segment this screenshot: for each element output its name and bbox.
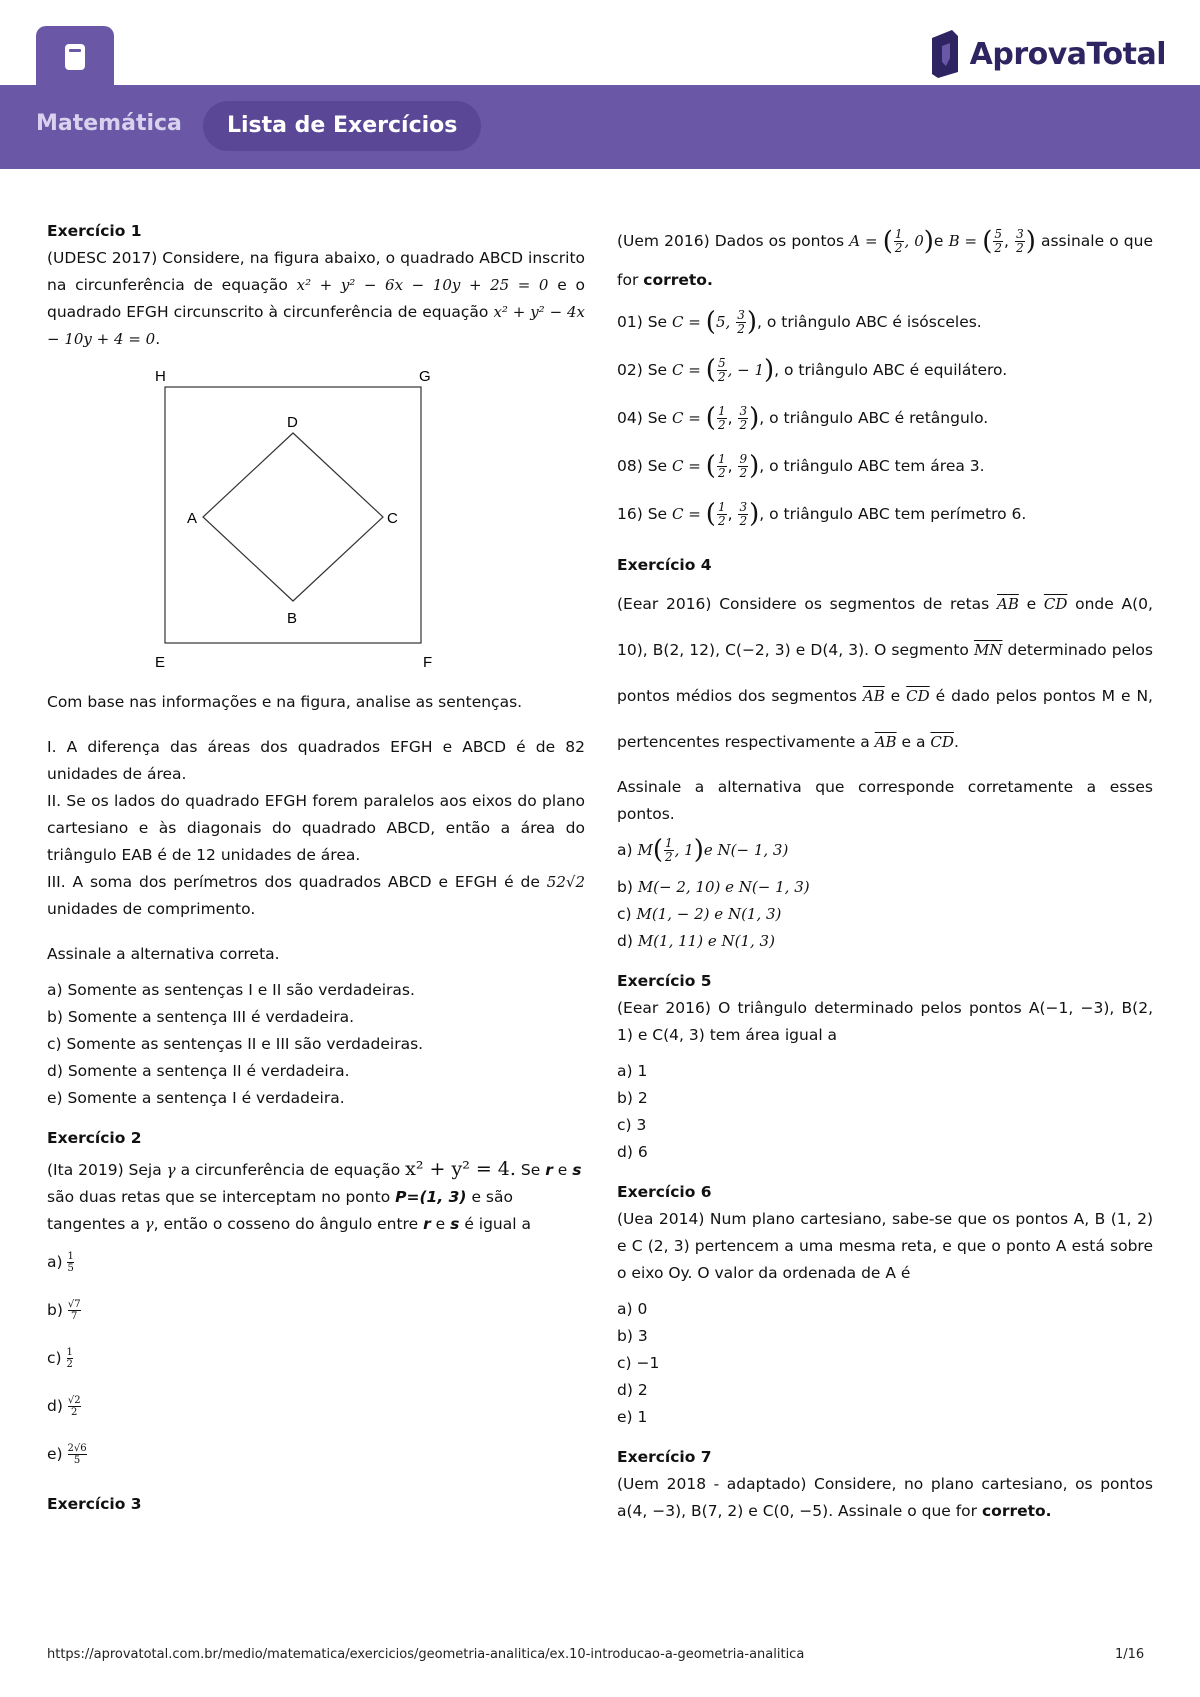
- frac-num: 1: [894, 227, 903, 241]
- ex4-text-5: pelos pontos médios dos segmentos: [617, 640, 1153, 705]
- ex1-option-e[interactable]: e) Somente a sentença I é verdadeira.: [47, 1089, 345, 1107]
- frac-num: 3: [737, 308, 745, 322]
- ex2-option-d-frac: [68, 1395, 81, 1418]
- option-n: e N(− 1, 3): [703, 841, 789, 859]
- ex1-equation-1: x² + y² − 6x − 10y + 25 = 0: [296, 276, 549, 294]
- label-e: E: [155, 654, 166, 671]
- ex3-a-rest: , 0: [904, 232, 924, 250]
- segment-ab-2: $\overline{AB}$: [862, 686, 885, 705]
- item-c: C =: [672, 361, 701, 379]
- ex2-text-3: Se: [520, 1161, 541, 1179]
- exercise-1-title: Exercício 1: [47, 222, 142, 240]
- frac-num: 1: [717, 452, 726, 466]
- frac-den: 2: [739, 466, 748, 480]
- paren-open: (: [982, 226, 993, 257]
- option-label: c): [617, 904, 632, 923]
- frac-num: 1: [67, 1250, 74, 1262]
- header-band: [0, 85, 1200, 169]
- ex3-correct-bold: correto.: [643, 270, 713, 289]
- item-a: 5,: [715, 313, 731, 331]
- paren-open: (: [882, 226, 893, 257]
- ex4-text-2: onde A(0,: [1075, 594, 1153, 613]
- ex1-s3-text: III. A soma dos perímetros dos quadrados ABCD e EFGH é de: [47, 873, 540, 891]
- ex2-option-c-label: c): [47, 1348, 62, 1367]
- ex3-b-frac-2: [1015, 228, 1025, 255]
- option-value: M(1, − 2) e N(1, 3): [636, 904, 782, 923]
- paren-close: ): [764, 355, 775, 385]
- item-frac-2: [738, 453, 748, 480]
- ex2-gamma-2: γ: [144, 1215, 154, 1233]
- footer-url[interactable]: https://aprovatotal.com.br/medio/matematica/exercicios/geometria-analitica/ex.10-introducao-a-geometria-analitica: [47, 1647, 805, 1662]
- ex6-option-b[interactable]: b) 3: [617, 1326, 648, 1345]
- frac-den: 5: [73, 1454, 81, 1466]
- ex3-item-01[interactable]: [617, 299, 1153, 347]
- frac-den: 2: [717, 418, 726, 432]
- ex3-and: e: [933, 232, 944, 250]
- exercise-4-title: Exercício 4: [617, 555, 712, 574]
- ex4-option-c[interactable]: [617, 901, 1153, 928]
- paren-close: ): [746, 307, 757, 337]
- ex2-option-d-label: d): [47, 1396, 63, 1415]
- item-frac-2: [738, 405, 748, 432]
- item-c: C =: [672, 457, 701, 475]
- item-b: , − 1: [727, 361, 764, 379]
- brand-name: AprovaTotal: [969, 36, 1166, 72]
- item-text: , o triângulo ABC é retângulo.: [759, 409, 989, 427]
- frac-den: 2: [717, 466, 726, 480]
- frac-num: √2: [67, 1394, 81, 1406]
- ex5-option-d[interactable]: d) 6: [617, 1142, 648, 1161]
- frac-den: 2: [665, 850, 673, 864]
- paren-open: (: [705, 403, 716, 433]
- segment-mn: $\overline{MN}$: [973, 640, 1003, 659]
- frac-den: 5: [67, 1262, 74, 1274]
- item-text: , o triângulo ABC é equilátero.: [774, 361, 1008, 379]
- ex5-option-a[interactable]: a) 1: [617, 1061, 648, 1080]
- ex4-text-4: determinado: [1007, 640, 1107, 659]
- brand-logo: [928, 28, 1166, 80]
- ex3-a-frac: [894, 228, 904, 255]
- item-label: 08) Se: [617, 457, 668, 475]
- frac-den: 2: [739, 418, 748, 432]
- ex1-s3-math: 52√2: [546, 873, 585, 891]
- option-label: d): [617, 931, 633, 950]
- ex2-option-a-frac: [67, 1251, 73, 1274]
- exercise-7-statement: [617, 1471, 1153, 1525]
- ex2-text-4: e: [557, 1161, 568, 1179]
- ex1-option-a[interactable]: a) Somente as sentenças I e II são verdadeiras.: [47, 981, 415, 999]
- ex2-option-d[interactable]: [47, 1382, 585, 1430]
- ex6-option-c[interactable]: c) −1: [617, 1353, 660, 1372]
- right-column: [617, 222, 1153, 1525]
- label-b: B: [287, 610, 298, 627]
- label-g: G: [419, 368, 431, 385]
- frac-num: 2√6: [67, 1442, 87, 1454]
- ex2-equation: x² + y² = 4.: [405, 1158, 516, 1180]
- ex1-intro-text: (UDESC 2017) Considere, na figura abaixo, o quadrado ABCD inscrito na circunferência de equação: [47, 249, 585, 294]
- ex4-ask: Assinale a alternativa que corresponde corretamente a esses pontos.: [617, 777, 1153, 823]
- item-label: 04) Se: [617, 409, 668, 427]
- ex1-sentence-3: [47, 869, 585, 923]
- ex4-text-7: pontos M e N, pertencentes respectivamente a: [617, 686, 1153, 751]
- label-c: C: [387, 510, 398, 527]
- ex5-option-b[interactable]: b) 2: [617, 1088, 648, 1107]
- logo-mark-icon: [928, 28, 962, 80]
- exercise-2-title: Exercício 2: [47, 1129, 142, 1147]
- frac-den: 2: [717, 370, 726, 384]
- paren-open: (: [705, 451, 716, 481]
- ex3-b-frac-1: [993, 228, 1003, 255]
- ex2-option-c[interactable]: [47, 1334, 585, 1382]
- ex1-sentence-1: I. A diferença das áreas dos quadrados EFGH e ABCD é de 82 unidades de área.: [47, 738, 585, 783]
- ex2-option-b-label: b): [47, 1300, 63, 1319]
- item-c: C =: [672, 409, 701, 427]
- item-label: 02) Se: [617, 361, 668, 379]
- option-value: M(− 2, 10) e N(− 1, 3): [637, 877, 810, 896]
- frac-den: 2: [71, 1406, 78, 1418]
- segment-ab-3: $\overline{AB}$: [874, 732, 897, 751]
- option-m: M: [637, 841, 653, 859]
- exercise-2-statement: [47, 1156, 585, 1238]
- ex1-equation-2: x² + y² − 4x − 10y + 4 = 0: [47, 303, 586, 348]
- frac-num: 3: [739, 404, 748, 418]
- ex2-s-2: s: [450, 1215, 460, 1233]
- ex4-and: e: [1026, 594, 1037, 613]
- ex6-option-a[interactable]: a) 0: [617, 1299, 648, 1318]
- frac-num: 1: [717, 404, 726, 418]
- frac-num: 5: [994, 227, 1003, 241]
- paren-close: ): [749, 403, 760, 433]
- item-frac: [717, 453, 727, 480]
- ex4-option-a[interactable]: [617, 828, 1153, 874]
- ex4-text-3: 10), B(2, 12), C(−2, 3) e D(4, 3). O segmento: [617, 640, 969, 659]
- ex3-point-a-label: A =: [849, 232, 878, 250]
- option-label: b): [617, 877, 633, 896]
- ex2-option-b[interactable]: [47, 1286, 585, 1334]
- ex4-and-2: e: [890, 686, 901, 705]
- ex4-text-1: (Eear 2016) Considere os segmentos de retas: [617, 594, 990, 613]
- ex3-item-02[interactable]: [617, 347, 1153, 395]
- item-c: C =: [672, 505, 701, 523]
- exercise-7-title: Exercício 7: [617, 1447, 712, 1466]
- paren-close: ): [1025, 226, 1036, 257]
- ex4-option-d[interactable]: [617, 928, 1153, 955]
- ex2-option-a[interactable]: [47, 1238, 585, 1286]
- label-d: D: [287, 414, 298, 431]
- exercise-1-statement: [47, 245, 585, 353]
- ex5-option-c[interactable]: c) 3: [617, 1115, 647, 1134]
- paren-close: ): [749, 451, 760, 481]
- paren-open: (: [705, 499, 716, 529]
- square-abcd: [203, 433, 383, 601]
- ex2-s: s: [572, 1161, 582, 1179]
- frac-num: 5: [717, 356, 726, 370]
- item-label: 16) Se: [617, 505, 668, 523]
- frac-num: 1: [665, 836, 673, 850]
- exercise-6-title: Exercício 6: [617, 1182, 712, 1201]
- exercise-5-title: Exercício 5: [617, 971, 712, 990]
- ex3-text-1: (Uem 2016) Dados os pontos: [617, 232, 845, 250]
- ex1-intro-end: .: [155, 330, 161, 348]
- item-frac: [717, 357, 727, 384]
- ex1-option-d[interactable]: d) Somente a sentença II é verdadeira.: [47, 1062, 350, 1080]
- label-a: A: [187, 510, 198, 527]
- ex7-text: (Uem 2018 - adaptado) Considere, no plano cartesiano, os pontos a(4, −3), B(7, 2) e C(0, −5). Assinale o que for: [617, 1474, 1153, 1520]
- exercise-3-statement: (Uem 2016) Dados os pontos A = ( $\frac{1}{2}$ , 0)e B = ( $\frac{5}{2}$ , $\frac{3}{2}$ ) assinale o que for correto.: [617, 226, 1153, 289]
- item-label: 01) Se: [617, 313, 668, 331]
- paren-open: (: [705, 355, 716, 385]
- ex2-text-8: e: [435, 1215, 446, 1233]
- ex2-option-e-label: e): [47, 1444, 63, 1463]
- ex2-text-7: , então o cosseno do ângulo entre: [153, 1215, 419, 1233]
- item-frac-2: [738, 501, 748, 528]
- item-text: , o triângulo ABC é isósceles.: [756, 313, 982, 331]
- ex1-ask: Assinale a alternativa correta.: [47, 945, 280, 963]
- frac-num: 3: [1016, 227, 1024, 241]
- ex1-sentence-2: II. Se os lados do quadrado EFGH forem paralelos aos eixos do plano cartesiano e às diagonais do quadrado ABCD, então a área do triângulo EAB é de 12 unidades de área.: [47, 792, 585, 864]
- frac-den: 7: [71, 1310, 78, 1322]
- option-frac: [664, 837, 674, 864]
- subject-label: Matemática: [36, 111, 182, 136]
- frac-den: 2: [894, 241, 903, 255]
- frac-den: 2: [66, 1358, 73, 1370]
- frac-den: 2: [717, 514, 726, 528]
- ex1-option-c[interactable]: c) Somente as sentenças II e III são verdadeiras.: [47, 1035, 424, 1053]
- segment-cd-2: $\overline{CD}$: [906, 686, 930, 705]
- paren-close: ): [693, 835, 704, 865]
- ex3-item-04[interactable]: 04) Se C = ( $\frac{1}{2}$ , $\frac{3}{2}$ ) , o triângulo ABC é retângulo.: [617, 403, 989, 433]
- frac-den: 2: [1016, 241, 1024, 255]
- paren-open: (: [652, 835, 663, 865]
- page-number: 1/16: [1115, 1647, 1145, 1662]
- label-h: H: [155, 368, 166, 385]
- item-frac: [736, 309, 746, 336]
- ex7-correct-bold: correto.: [981, 1501, 1052, 1520]
- frac-den: 2: [994, 241, 1003, 255]
- ex3-item-16[interactable]: 16) Se C = ( $\frac{1}{2}$ , $\frac{3}{2}$ ) , o triângulo ABC tem perímetro 6.: [617, 499, 1027, 529]
- ex1-base-text: Com base nas informações e na figura, analise as sentenças.: [47, 693, 523, 711]
- label-f: F: [423, 654, 433, 671]
- ex3-item-08[interactable]: 08) Se C = ( $\frac{1}{2}$ , $\frac{9}{2}$ ) , o triângulo ABC tem área 3.: [617, 451, 985, 481]
- item-frac: [717, 501, 727, 528]
- ex2-text-6: e são tangentes a: [47, 1188, 513, 1233]
- ex2-r-2: r: [423, 1215, 431, 1233]
- ex6-option-e[interactable]: e) 1: [617, 1407, 648, 1426]
- item-text: , o triângulo ABC tem perímetro 6.: [759, 505, 1027, 523]
- ex2-text-2: a circunferência de equação: [180, 1161, 401, 1179]
- ex2-text-9: é igual a: [464, 1215, 531, 1233]
- frac-num: 1: [717, 500, 726, 514]
- ex3-text-2: assinale o que for: [617, 232, 1153, 289]
- ex2-gamma: γ: [166, 1161, 176, 1179]
- document-tab: [36, 26, 114, 90]
- ex2-option-e[interactable]: [47, 1430, 585, 1478]
- ex3-point-b-label: B =: [948, 232, 978, 250]
- item-c: C =: [672, 313, 701, 331]
- ex6-option-d[interactable]: d) 2: [617, 1380, 648, 1399]
- ex4-option-b[interactable]: [617, 874, 1153, 901]
- squares-figure: [147, 361, 477, 681]
- ex2-text-5: são duas retas que se interceptam no ponto: [47, 1188, 391, 1206]
- item-frac: [717, 405, 727, 432]
- ex2-point-p: P=(1, 3): [395, 1188, 467, 1206]
- frac-num: 3: [739, 500, 748, 514]
- ex4-text-8: e a: [901, 732, 926, 751]
- ex1-option-b[interactable]: b) Somente a sentença III é verdadeira.: [47, 1008, 355, 1026]
- paren-close: ): [923, 226, 934, 257]
- ex1-intro-text-2: e o quadrado EFGH circunscrito à circunferência de equação: [47, 276, 585, 321]
- option-rest: , 1: [674, 841, 694, 859]
- option-value: M(1, 11) e N(1, 3): [637, 931, 775, 950]
- ex2-option-e-frac: [68, 1443, 87, 1466]
- ex4-text-6: é dado pelos: [935, 686, 1037, 705]
- section-pill: Lista de Exercícios: [203, 101, 481, 151]
- ex2-option-a-label: a): [47, 1252, 63, 1271]
- frac-num: 1: [66, 1346, 73, 1358]
- ex2-text-1: (Ita 2019) Seja: [47, 1161, 162, 1179]
- item-text: , o triângulo ABC tem área 3.: [759, 457, 985, 475]
- ex2-r: r: [545, 1161, 553, 1179]
- left-column: [47, 214, 585, 1518]
- ex1-s3-text-2: unidades de comprimento.: [47, 900, 256, 918]
- ex2-option-c-frac: [67, 1347, 73, 1370]
- document-icon: [65, 44, 85, 70]
- frac-den: 2: [739, 514, 748, 528]
- exercise-4-statement: (Eear 2016) Considere os segmentos de retas $\overline{AB}$ e $\overline{CD}$ onde A(0, 10), B(2, 12), C(−2, 3) e D(4, 3). O segmento $\overline{MN}$ determinado pelos pontos médios dos segmentos $\overline{AB}$ e $\overline{CD}$ é dado pelos pontos M e N, pertencentes respectivamente a $\overline{AB}$ e a $\overline{CD}$.: [617, 594, 1153, 751]
- option-label: a): [617, 841, 633, 859]
- segment-ab: $\overline{AB}$: [997, 594, 1019, 613]
- segment-cd: $\overline{CD}$: [1043, 594, 1068, 613]
- paren-open: (: [705, 307, 716, 337]
- frac-num: √7: [67, 1298, 81, 1310]
- frac-den: 2: [737, 322, 745, 336]
- exercise-6-statement: (Uea 2014) Num plano cartesiano, sabe-se que os pontos A, B (1, 2) e C (2, 3) pertencem a uma mesma reta, e que o ponto A está sobre o eixo Oy. O valor da ordenada de A é: [617, 1209, 1153, 1282]
- segment-cd-3: $\overline{CD}$: [930, 732, 954, 751]
- ex2-option-b-frac: [68, 1299, 81, 1322]
- frac-num: 9: [739, 452, 748, 466]
- exercise-3-title: Exercício 3: [47, 1495, 142, 1513]
- paren-close: ): [749, 499, 760, 529]
- exercise-5-statement: (Eear 2016) O triângulo determinado pelos pontos A(−1, −3), B(2, 1) e C(4, 3) tem área igual a: [617, 998, 1153, 1044]
